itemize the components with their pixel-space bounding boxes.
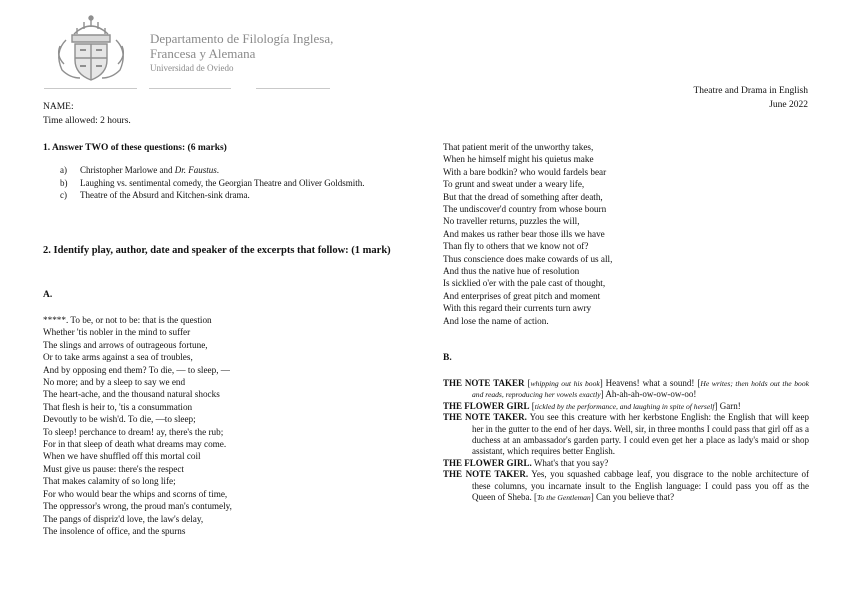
exam-meta	[694, 84, 809, 112]
dialogue-text: You see this creature with her kerbstone English: the English that will keep her in the gutter to the end of her days. Well, sir, in three months I could pass that girl off as a duchess at an ambassador's garden party. I could even get her a place as lady's maid or shop assistant, which requires better English.	[472, 412, 809, 457]
student-info	[43, 100, 131, 128]
verse-line: For who would bear the whips and scorns of time,	[43, 488, 228, 499]
dialogue-entry	[443, 469, 809, 503]
question-1-option-a	[60, 165, 410, 177]
option-text: Christopher Marlowe and	[80, 165, 175, 175]
verse-line: And lose the name of action.	[443, 315, 549, 326]
verse-line: To sleep! perchance to dream! ay, there's the rub;	[43, 426, 224, 437]
dialogue-text: ] Garn!	[714, 400, 741, 411]
speaker-name: THE NOTE TAKER.	[443, 469, 529, 480]
verse-line: *****. To be, or not to be: that is the question	[43, 315, 212, 325]
stage-direction: To the Gentleman	[536, 493, 591, 503]
section-a-label: A.	[43, 290, 53, 300]
header-divider-left	[44, 88, 137, 89]
dialogue-text: What's that you say?	[531, 457, 609, 468]
speaker-name: THE FLOWER GIRL.	[443, 457, 532, 468]
verse-line: Must give us pause: there's the respect	[43, 463, 184, 474]
verse-line: The insolence of office, and the spurns	[43, 525, 186, 536]
verse-line: No more; and by a sleep to say we end	[43, 377, 186, 388]
verse-line: And thus the native hue of resolution	[443, 266, 580, 277]
university-name: Universidad de Oviedo	[150, 63, 234, 73]
verse-line: No traveller returns, puzzles the will,	[443, 216, 580, 227]
excerpt-b-dialogue	[443, 378, 809, 503]
verse-line: To grunt and sweat under a weary life,	[443, 179, 585, 190]
option-label: c)	[60, 190, 67, 200]
verse-line: When we have shuffled off this mortal coil	[43, 451, 201, 462]
question-1-option-c	[60, 190, 410, 202]
dialogue-entry	[443, 412, 809, 458]
university-crest-logo	[44, 12, 138, 84]
question-1-option-b	[60, 178, 410, 190]
speaker-name: THE NOTE TAKER	[443, 378, 525, 388]
option-text-end: .	[216, 165, 219, 175]
verse-line: Whether 'tis nobler in the mind to suffer	[43, 327, 191, 338]
verse-line: The undiscover'd country from whose bourn	[443, 204, 607, 215]
dialogue-text: Yes, you squashed cabbage leaf, you disgrace to the noble architecture of these columns, you incarnate insult to the English language: I could pass you off as the Queen of Sheba. [	[472, 469, 810, 503]
speaker-name: THE NOTE TAKER.	[443, 412, 527, 423]
header-divider-right	[256, 88, 330, 89]
question-1-heading: 1. Answer TWO of these questions: (6 marks)	[43, 143, 227, 153]
department-line-1: Departamento de Filología Inglesa,	[150, 31, 334, 46]
verse-line: That patient merit of the unworthy takes,	[443, 142, 594, 152]
stage-direction: He writes; then holds out the book and reads, reproducing her vowels exactly	[472, 379, 809, 400]
verse-line: The oppressor's wrong, the proud man's contumely,	[43, 501, 232, 512]
dialogue-entry	[443, 378, 809, 401]
dialogue-text: ] Ah-ah-ah-ow-ow-ow-oo!	[600, 389, 697, 400]
verse-line: That flesh is heir to, 'tis a consummation	[43, 401, 193, 412]
question-1-options	[60, 165, 410, 203]
verse-line: With a bare bodkin? who would fardels bear	[443, 166, 607, 177]
verse-line: The heart-ache, and the thousand natural shocks	[43, 389, 220, 400]
excerpt-a-left-column	[43, 314, 232, 537]
option-label: a)	[60, 165, 67, 175]
verse-line: With this regard their currents turn awry	[443, 303, 592, 314]
verse-line: The pangs of dispriz'd love, the law's delay,	[43, 513, 204, 524]
dialogue-text: ] Heavens! what a sound! [	[599, 378, 701, 388]
verse-line: And by opposing end them? To die, — to sleep, —	[43, 364, 230, 375]
verse-line: The slings and arrows of outrageous fortune,	[43, 339, 208, 350]
time-allowed: Time allowed: 2 hours.	[43, 116, 131, 126]
dialogue-text: [	[524, 378, 531, 388]
option-text: Laughing vs. sentimental comedy, the Georgian Theatre and Oliver Goldsmith.	[80, 177, 365, 188]
verse-line: That makes calamity of so long life;	[43, 476, 176, 487]
dialogue-text: [	[529, 400, 535, 411]
question-2-heading: 2. Identify play, author, date and speaker of the excerpts that follow: (1 mark)	[43, 245, 391, 256]
verse-line: Is sicklied o'er with the pale cast of thought,	[443, 278, 606, 289]
exam-date: June 2022	[769, 100, 808, 110]
name-label: NAME:	[43, 102, 74, 112]
department-line-2: Francesa y Alemana	[150, 46, 256, 61]
verse-line: And enterprises of great pitch and moment	[443, 290, 601, 301]
verse-line: When he himself might his quietus make	[443, 154, 594, 165]
stage-direction: tickled by the performance, and laughing in spite of herself	[534, 401, 715, 411]
department-name	[150, 31, 333, 75]
stage-direction: whipping out his book	[530, 379, 600, 388]
dialogue-text: ] Can you believe that?	[590, 492, 675, 503]
verse-line: Or to take arms against a sea of troubles,	[43, 352, 193, 363]
course-title: Theatre and Drama in English	[693, 86, 808, 96]
option-text: Theatre of the Absurd and Kitchen-sink drama.	[80, 190, 250, 200]
verse-line: And makes us rather bear those ills we have	[443, 228, 605, 239]
verse-line: Than fly to others that we know not of?	[443, 241, 589, 252]
header-divider-middle	[149, 88, 231, 89]
dialogue-entry	[443, 458, 809, 469]
option-label: b)	[60, 177, 68, 188]
section-b-label: B.	[443, 353, 452, 363]
verse-line: For in that sleep of death what dreams may come.	[43, 439, 227, 450]
speaker-name: THE FLOWER GIRL	[443, 400, 530, 411]
option-text-italic: Dr. Faustus	[174, 165, 217, 175]
dialogue-entry	[443, 401, 809, 412]
verse-line: But that the dread of something after death,	[443, 191, 603, 202]
verse-line: Thus conscience does make cowards of us all,	[443, 253, 613, 264]
excerpt-a-right-column	[443, 141, 612, 327]
verse-line: Devoutly to be wish'd. To die, —to sleep;	[43, 414, 196, 425]
